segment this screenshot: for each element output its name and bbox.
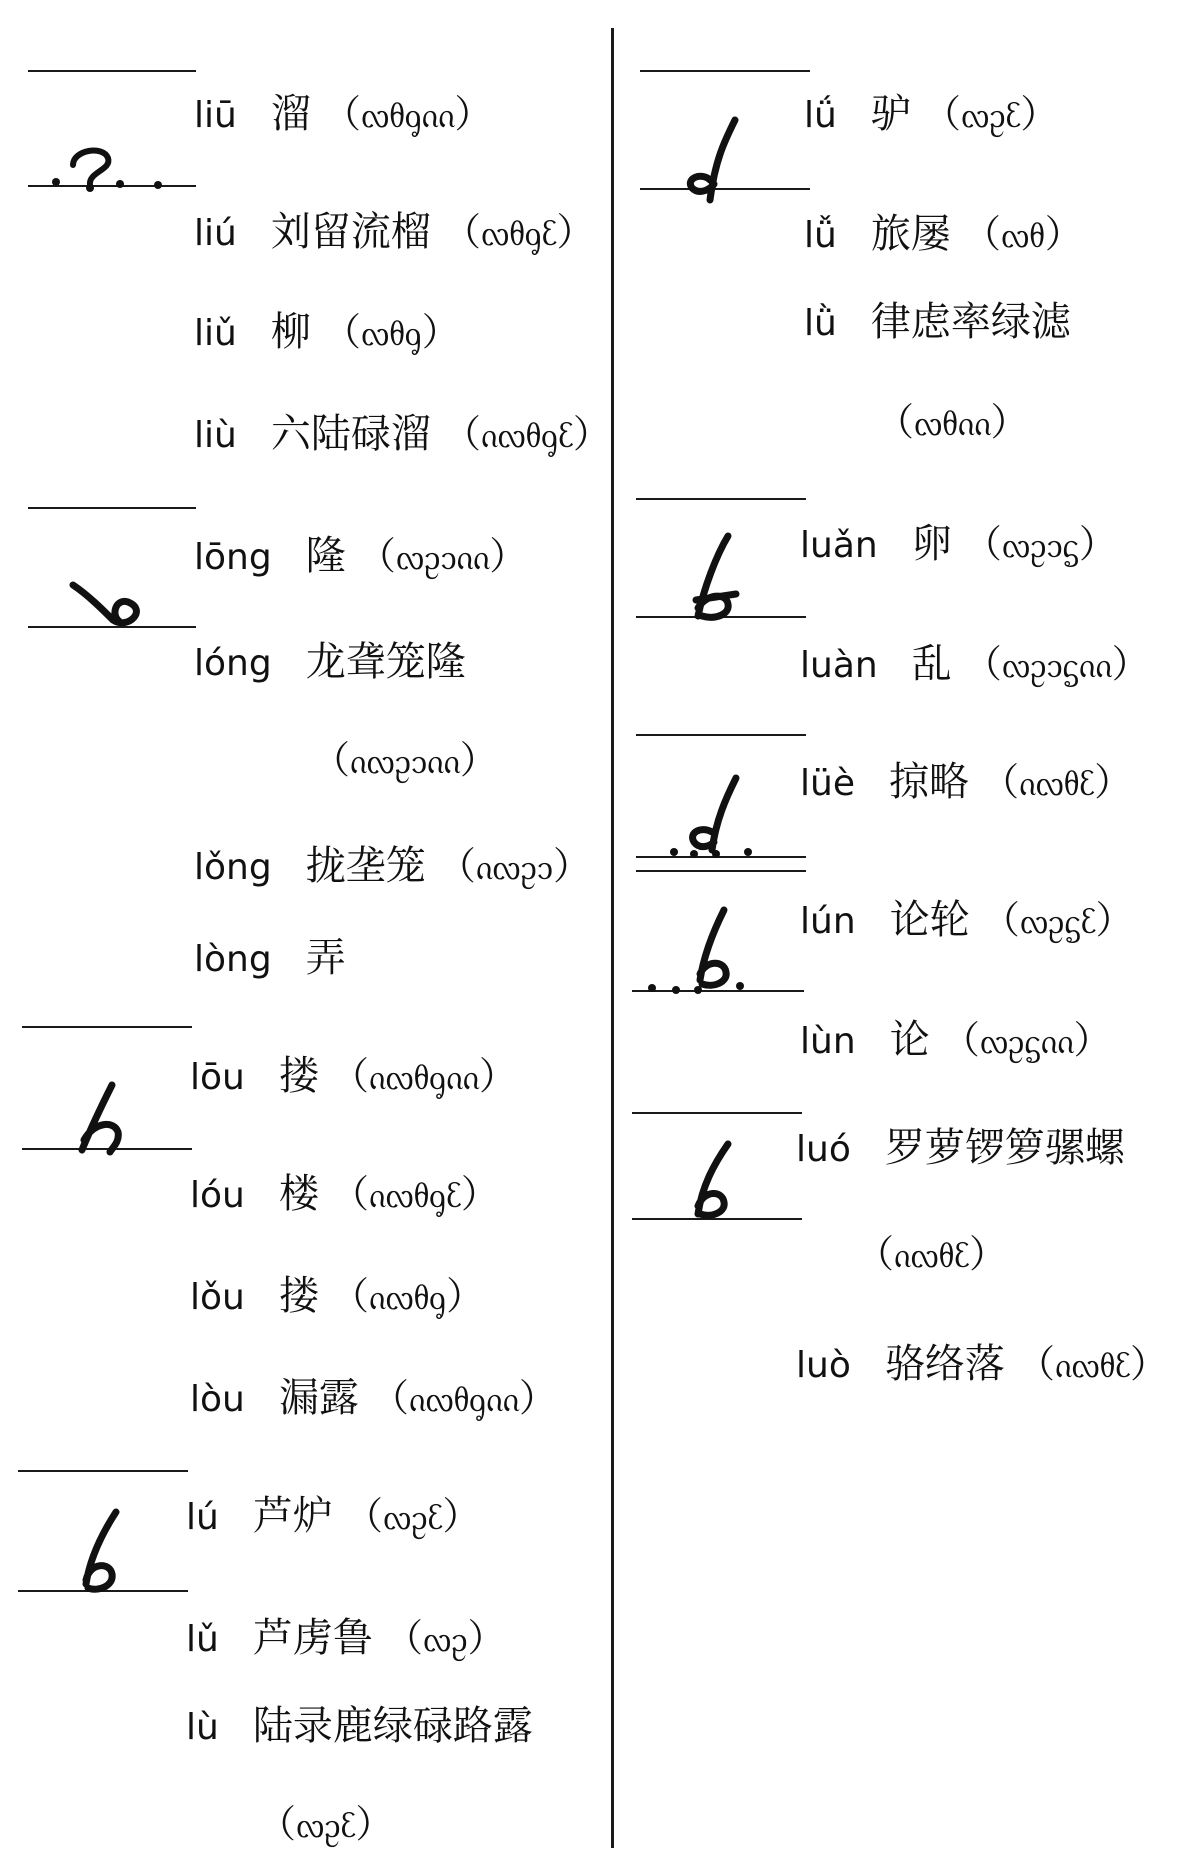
entry-long4 bbox=[194, 934, 346, 984]
entry-long3 bbox=[194, 842, 591, 892]
open-paren: （ bbox=[345, 1494, 384, 1538]
entry-lou3 bbox=[190, 1272, 484, 1322]
entry-lou1 bbox=[190, 1052, 517, 1102]
shorthand-text: ᦵᦟᦲᦷ bbox=[1019, 764, 1095, 804]
shorthand-text: ᦟᦳᦱᧃ bbox=[1001, 526, 1079, 566]
open-paren: （ bbox=[963, 642, 1002, 686]
close-paren: ） bbox=[968, 1232, 1007, 1276]
close-paren: ） bbox=[572, 412, 611, 456]
entry-liu3 bbox=[194, 308, 460, 358]
pinyin: lǘ bbox=[804, 95, 837, 136]
open-paren: （ bbox=[941, 1018, 980, 1062]
close-paren: ） bbox=[556, 210, 595, 254]
entry-luan2 bbox=[800, 640, 1150, 690]
close-paren: ） bbox=[446, 1274, 485, 1318]
open-paren: （ bbox=[963, 522, 1002, 566]
open-paren: （ bbox=[981, 898, 1020, 942]
close-paren: ） bbox=[442, 1494, 481, 1538]
shorthand-text: ᦟᦳᦱᦶ bbox=[395, 538, 490, 578]
close-paren: ） bbox=[478, 1054, 517, 1098]
shorthand-text: ᦟᦳᧃᦷ bbox=[1019, 902, 1096, 942]
shorthand-text: ᦟᦳᦷ bbox=[383, 1498, 443, 1538]
open-paren: （ bbox=[312, 738, 351, 782]
shorthand-text: ᦵᦟᦲᧁᦷ bbox=[481, 416, 573, 456]
open-paren: （ bbox=[856, 1232, 895, 1276]
shorthand-text: ᦟᦲᦶ bbox=[914, 404, 991, 444]
pinyin: liú bbox=[194, 213, 237, 254]
entry-lv3-continuation bbox=[876, 398, 1029, 448]
pinyin: lóu bbox=[190, 1175, 245, 1216]
entry-long2-continuation bbox=[312, 736, 498, 786]
entry-liu1 bbox=[194, 90, 492, 140]
entry-lu2 bbox=[186, 1614, 506, 1664]
group-rule-top bbox=[22, 1026, 192, 1028]
shorthand-glyph-lv bbox=[640, 110, 790, 220]
hanzi: 溜 bbox=[270, 91, 311, 137]
hanzi: 芦虏鲁 bbox=[252, 1615, 373, 1661]
pinyin: lòu bbox=[190, 1379, 245, 1420]
hanzi: 乱 bbox=[911, 641, 952, 687]
entry-long2 bbox=[194, 638, 466, 688]
pinyin: lǔ bbox=[186, 1619, 219, 1660]
hanzi: 陆录鹿绿碌路露 bbox=[252, 1703, 533, 1749]
group-rule-top bbox=[28, 507, 196, 509]
close-paren: ） bbox=[1044, 212, 1083, 256]
hanzi: 罗萝锣箩骡螺 bbox=[884, 1125, 1125, 1171]
entry-luo1-continuation bbox=[856, 1230, 1007, 1280]
shorthand-glyph-lun bbox=[632, 896, 782, 1006]
shorthand-glyph-long bbox=[28, 540, 178, 650]
shorthand-glyph-lu bbox=[18, 1500, 168, 1610]
shorthand-text: ᦟᦳᦷ bbox=[961, 96, 1021, 136]
pinyin: luò bbox=[796, 1345, 851, 1386]
pinyin: lún bbox=[800, 901, 856, 942]
open-paren: （ bbox=[923, 92, 962, 136]
pinyin: luǎn bbox=[800, 525, 878, 566]
shorthand-glyph-lve bbox=[636, 770, 786, 880]
group-rule-top bbox=[640, 70, 810, 72]
shorthand-text: ᦵᦟᦲᧁᦷ bbox=[369, 1176, 461, 1216]
close-paren: ） bbox=[489, 534, 528, 578]
pinyin: liù bbox=[194, 415, 237, 456]
group-rule-top bbox=[28, 70, 196, 72]
entry-lve1 bbox=[800, 758, 1132, 808]
entry-lv1 bbox=[804, 90, 1058, 140]
hanzi: 搂 bbox=[278, 1273, 319, 1319]
open-paren: （ bbox=[385, 1616, 424, 1660]
close-paren: ） bbox=[990, 400, 1029, 444]
shorthand-text: ᦵᦟᦲᦷ bbox=[1055, 1346, 1130, 1386]
hanzi: 隆 bbox=[305, 533, 346, 579]
close-paren: ） bbox=[1111, 642, 1150, 686]
shorthand-text: ᦟᦳ bbox=[423, 1620, 468, 1660]
close-paren: ） bbox=[421, 310, 460, 354]
pinyin: luó bbox=[796, 1129, 851, 1170]
entry-liu2 bbox=[194, 208, 595, 258]
shorthand-text: ᦟᦲ bbox=[1001, 216, 1045, 256]
close-paren: ） bbox=[518, 1376, 557, 1420]
hanzi: 骆络落 bbox=[884, 1341, 1005, 1387]
open-paren: （ bbox=[876, 400, 915, 444]
entry-long1 bbox=[194, 532, 527, 582]
hanzi: 律虑率绿滤 bbox=[870, 299, 1071, 345]
hanzi: 论 bbox=[889, 1017, 930, 1063]
entry-lou2 bbox=[190, 1170, 499, 1220]
hanzi: 掠略 bbox=[889, 759, 970, 805]
open-paren: （ bbox=[357, 534, 396, 578]
open-paren: （ bbox=[1017, 1342, 1056, 1386]
hanzi: 柳 bbox=[270, 309, 311, 355]
entry-lun1 bbox=[800, 896, 1134, 946]
shorthand-text: ᦟᦲᧁᦶ bbox=[361, 96, 455, 136]
pinyin: lù bbox=[186, 1707, 219, 1748]
pinyin: lǜ bbox=[804, 303, 837, 344]
group-rule-top bbox=[18, 1470, 188, 1472]
open-paren: （ bbox=[963, 212, 1002, 256]
group-rule-top bbox=[632, 1112, 802, 1114]
open-paren: （ bbox=[443, 210, 482, 254]
pinyin: lōu bbox=[190, 1057, 245, 1098]
shorthand-text: ᦟᦳᦱᧃᦶ bbox=[1001, 646, 1112, 686]
entry-lv2 bbox=[804, 210, 1083, 260]
entry-luo1 bbox=[796, 1124, 1125, 1174]
pinyin: luàn bbox=[800, 645, 878, 686]
shorthand-text: ᦵᦟᦲᦷ bbox=[894, 1236, 969, 1276]
shorthand-text: ᦟᦲᧁ bbox=[361, 314, 422, 354]
close-paren: ） bbox=[1130, 1342, 1169, 1386]
entry-lu1 bbox=[186, 1492, 480, 1542]
entry-lu3 bbox=[186, 1702, 533, 1752]
close-paren: ） bbox=[552, 844, 591, 888]
shorthand-text: ᦟᦲᧁᦷ bbox=[481, 214, 557, 254]
close-paren: ） bbox=[1020, 92, 1059, 136]
shorthand-text: ᦵᦟᦳᦱ bbox=[475, 848, 553, 888]
hanzi: 漏露 bbox=[278, 1375, 359, 1421]
close-paren: ） bbox=[1094, 760, 1133, 804]
pinyin: lú bbox=[186, 1497, 219, 1538]
column-divider bbox=[611, 28, 614, 1848]
shorthand-text: ᦵᦟᦲᧁᦶ bbox=[369, 1058, 479, 1098]
shorthand-text: ᦟᦳᦷ bbox=[296, 1806, 356, 1846]
hanzi: 卵 bbox=[911, 521, 952, 567]
open-paren: （ bbox=[437, 844, 476, 888]
close-paren: ） bbox=[1095, 898, 1134, 942]
pinyin: liǔ bbox=[194, 313, 237, 354]
pinyin: lǚ bbox=[804, 215, 837, 256]
close-paren: ） bbox=[454, 92, 493, 136]
hanzi: 驴 bbox=[870, 91, 911, 137]
entry-luo2 bbox=[796, 1340, 1168, 1390]
close-paren: ） bbox=[460, 1172, 499, 1216]
shorthand-text: ᦵᦟᦳᦱᦶ bbox=[350, 742, 460, 782]
entry-luan1 bbox=[800, 520, 1117, 570]
open-paren: （ bbox=[323, 310, 362, 354]
hanzi: 六陆碌溜 bbox=[270, 411, 431, 457]
open-paren: （ bbox=[981, 760, 1020, 804]
shorthand-text: ᦵᦟᦲᧁᦶ bbox=[409, 1380, 519, 1420]
shorthand-text: ᦟᦳᧃᦶ bbox=[979, 1022, 1074, 1062]
entry-lun2 bbox=[800, 1016, 1111, 1066]
open-paren: （ bbox=[371, 1376, 410, 1420]
hanzi: 楼 bbox=[278, 1171, 319, 1217]
pinyin: lùn bbox=[800, 1021, 856, 1062]
hanzi: 刘留流榴 bbox=[270, 209, 431, 255]
close-paren: ） bbox=[1073, 1018, 1112, 1062]
pinyin: lòng bbox=[194, 939, 272, 980]
shorthand-glyph-liu bbox=[28, 110, 178, 220]
group-rule-top bbox=[636, 498, 806, 500]
pinyin: lōng bbox=[194, 537, 272, 578]
shorthand-glyph-luo bbox=[632, 1124, 782, 1234]
open-paren: （ bbox=[331, 1274, 370, 1318]
pinyin: liū bbox=[194, 95, 237, 136]
close-paren: ） bbox=[459, 738, 498, 782]
hanzi: 论轮 bbox=[889, 897, 970, 943]
close-paren: ） bbox=[1078, 522, 1117, 566]
group-rule-top bbox=[636, 734, 806, 736]
entry-lou4 bbox=[190, 1374, 557, 1424]
open-paren: （ bbox=[443, 412, 482, 456]
close-paren: ） bbox=[467, 1616, 506, 1660]
hanzi: 拢垄笼 bbox=[305, 843, 426, 889]
pinyin: lǒng bbox=[194, 847, 272, 888]
pinyin: lüè bbox=[800, 763, 855, 804]
shorthand-glyph-lou bbox=[22, 1060, 172, 1170]
hanzi: 龙聋笼隆 bbox=[305, 639, 466, 685]
open-paren: （ bbox=[323, 92, 362, 136]
close-paren: ） bbox=[355, 1802, 394, 1846]
entry-lu3-continuation bbox=[258, 1800, 393, 1850]
entry-liu4 bbox=[194, 410, 611, 460]
open-paren: （ bbox=[331, 1172, 370, 1216]
open-paren: （ bbox=[258, 1802, 297, 1846]
hanzi: 弄 bbox=[305, 935, 346, 981]
hanzi: 旅屡 bbox=[870, 211, 951, 257]
shorthand-text: ᦵᦟᦲᧁ bbox=[369, 1278, 447, 1318]
pinyin: lǒu bbox=[190, 1277, 245, 1318]
pinyin: lóng bbox=[194, 643, 272, 684]
shorthand-glyph-luan bbox=[636, 528, 786, 638]
hanzi: 芦炉 bbox=[252, 1493, 333, 1539]
open-paren: （ bbox=[331, 1054, 370, 1098]
hanzi: 搂 bbox=[278, 1053, 319, 1099]
entry-lv3 bbox=[804, 298, 1071, 348]
